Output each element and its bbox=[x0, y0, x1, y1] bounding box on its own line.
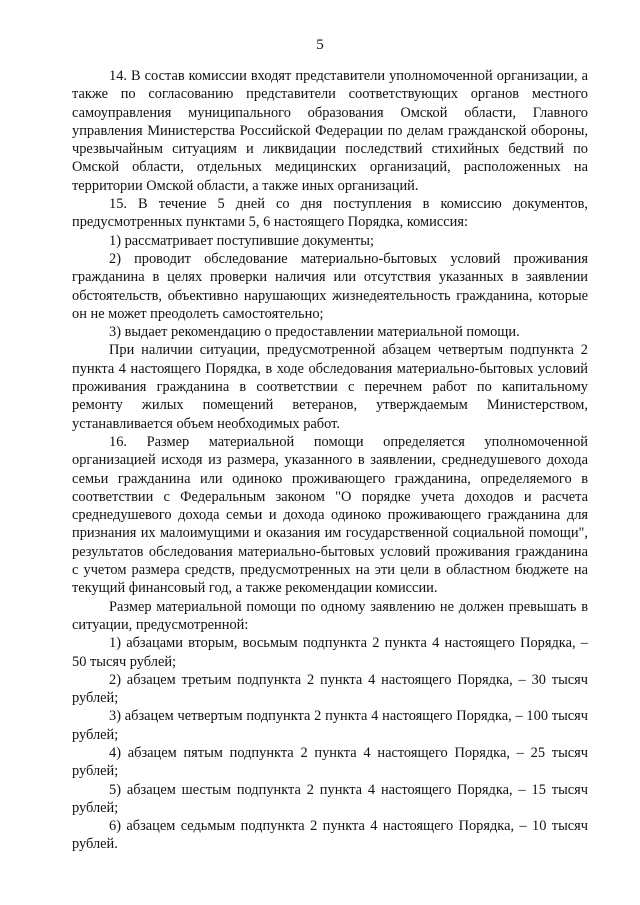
page-number: 5 bbox=[316, 37, 324, 53]
document-body bbox=[72, 67, 588, 854]
paragraph-aid-limits-intro: Размер материальной помощи по одному заявлению не должен превышать в ситуации, предусмотренной: bbox=[72, 598, 588, 633]
limit-item-6: 6) абзацем седьмым подпункта 2 пункта 4 настоящего Порядка, – 10 тысяч рублей. bbox=[72, 818, 588, 853]
paragraph-item-15: 15. В течение 5 дней со дня поступления в комиссию документов, предусмотренных пунктами 5, 6 настоящего Порядка, комиссия: bbox=[72, 196, 588, 231]
subitem-3-recommendation: 3) выдает рекомендацию о предоставлении материальной помощи. bbox=[109, 324, 520, 341]
limit-item-4: 4) абзацем пятым подпункта 2 пункта 4 настоящего Порядка, – 25 тысяч рублей; bbox=[72, 744, 588, 780]
paragraph-item-14: 14. В состав комиссии входят представители уполномоченной организации, а также по согласованию представители соответствующих органов местного самоуправления муниципального образования Омской области, Главного управления Министерства Российской Федерации по делам гражданской обороны, чрезвычайным ситуациям и ликвидации последствий стихийных бедствий по Омской области, отдельных медицинских организаций, расположенных на территории Омской области, а также иных организаций. bbox=[72, 68, 588, 194]
subitem-2-inspection: 2) проводит обследование материально-бытовых условий проживания гражданина в целях проверки наличия или отсутствия указанных в заявлении обстоятельств, объективно нарушающих жизнедеятельность гражданина, которые он не может преодолеть самостоятельно; bbox=[72, 250, 588, 322]
limit-item-1: 1) абзацами вторым, восьмым подпункта 2 пункта 4 настоящего Порядка, – 50 тысяч рублей; bbox=[72, 635, 588, 670]
subitem-1-review-documents: 1) рассматривает поступившие документы; bbox=[109, 232, 374, 249]
paragraph-item-16: 16. Размер материальной помощи определяется уполномоченной организацией исходя из размера, указанного в заявлении, среднедушевого дохода семьи гражданина или одиноко проживающего гражданина, определяемого в соответствии с Федеральным законом "О порядке учета доходов и расчета среднедушевого дохода семьи и дохода одиноко проживающего гражданина для признания их малоимущими и оказания им государственной социальной помощи", результатов обследования материально-бытовых условий проживания гражданина с учетом размера средств, предусмотренных на эти цели в областном бюджете на текущий финансовый год, а также рекомендации комиссии. bbox=[72, 433, 588, 597]
limit-item-2: 2) абзацем третьим подпункта 2 пункта 4 настоящего Порядка, – 30 тысяч рублей; bbox=[72, 671, 588, 707]
paragraph-repair-works: При наличии ситуации, предусмотренной абзацем четвертым подпункта 2 пункта 4 настоящего Порядка, в ходе обследования материально-бытовых условий проживания гражданина в соответствии с перечнем работ по капитальному ремонту жилых помещений ветеранов, утверждаемым Министерством, устанавливается объем необходимых работ. bbox=[72, 342, 588, 432]
limit-item-3: 3) абзацем четвертым подпункта 2 пункта 4 настоящего Порядка, – 100 тысяч рублей; bbox=[72, 708, 588, 743]
limit-item-5: 5) абзацем шестым подпункта 2 пункта 4 настоящего Порядка, – 15 тысяч рублей; bbox=[72, 781, 588, 816]
